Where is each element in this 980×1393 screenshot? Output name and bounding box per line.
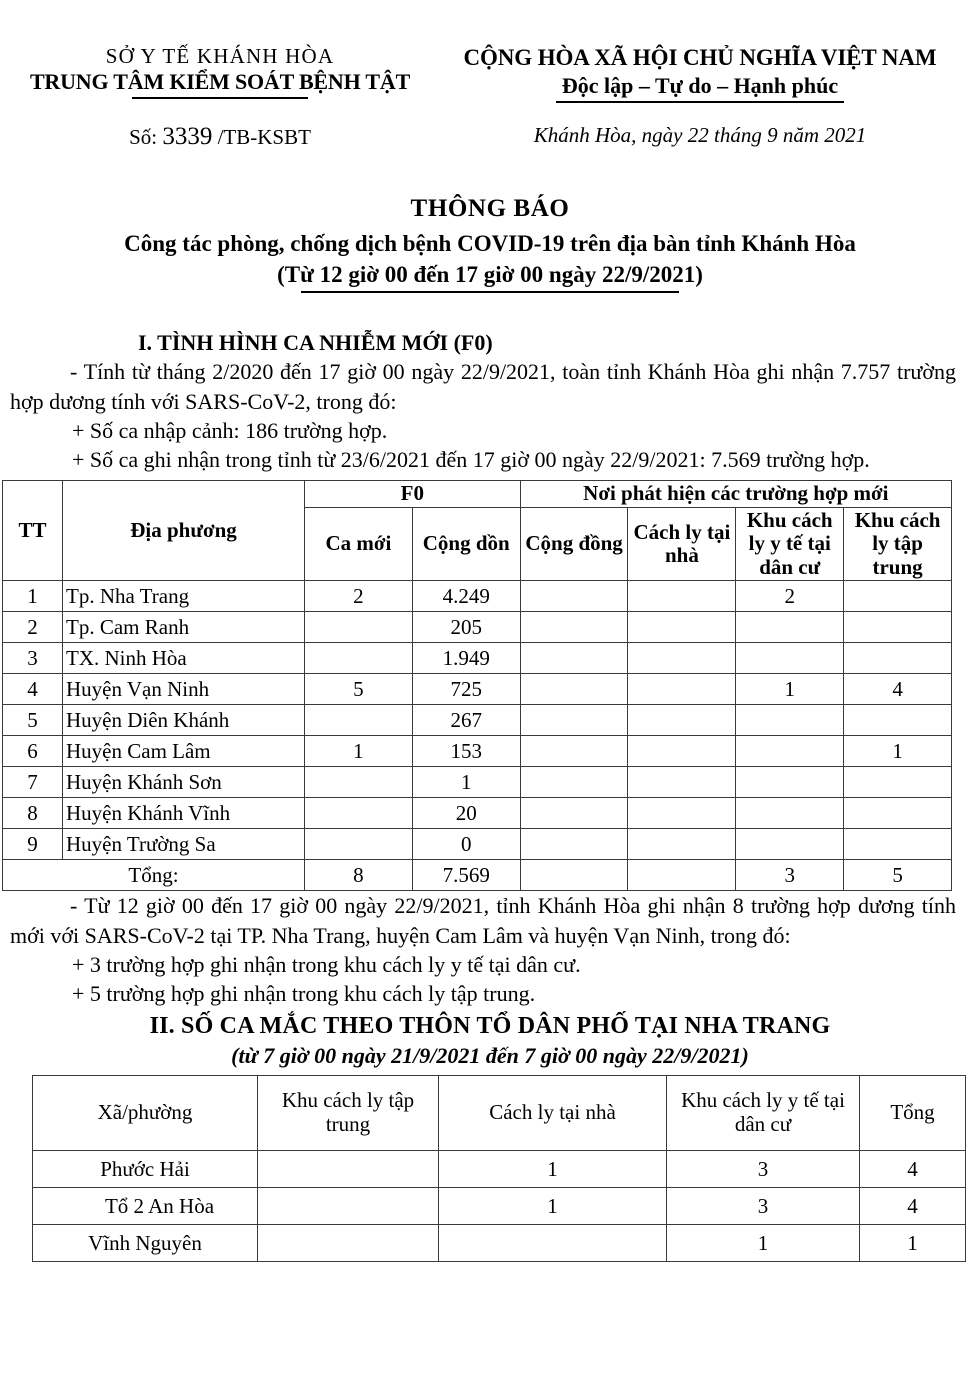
cell-concentrated xyxy=(844,767,952,798)
document-number xyxy=(0,123,440,151)
cell-total-new: 8 xyxy=(305,860,413,891)
cell-total-home xyxy=(628,860,736,891)
cell-concentrated xyxy=(258,1151,439,1188)
cell-community xyxy=(520,674,628,705)
cell-residential: 2 xyxy=(736,581,844,612)
table-2-body xyxy=(33,1151,966,1262)
table-header-row-top xyxy=(3,481,952,508)
document-header xyxy=(0,0,980,103)
cell-concentrated: 1 xyxy=(844,736,952,767)
table-row xyxy=(33,1151,966,1188)
header-right-underline xyxy=(556,101,844,103)
cell-tt: 2 xyxy=(3,612,63,643)
cell-concentrated xyxy=(844,612,952,643)
th-concentrated-quarantine: Khu cách ly tập trung xyxy=(844,507,952,581)
cell-concentrated: 4 xyxy=(844,674,952,705)
cell-community xyxy=(520,643,628,674)
cell-tt: 7 xyxy=(3,767,63,798)
cell-residential xyxy=(736,798,844,829)
cell-community xyxy=(520,581,628,612)
cell-home xyxy=(628,767,736,798)
cell-home xyxy=(628,674,736,705)
cell-residential xyxy=(736,612,844,643)
cell-home xyxy=(628,829,736,860)
cell-home xyxy=(628,581,736,612)
header-left-underline xyxy=(132,97,308,99)
cell-total-label: Tổng: xyxy=(3,860,305,891)
cell-tt: 3 xyxy=(3,643,63,674)
cell-cumulative: 153 xyxy=(412,736,520,767)
cell-new xyxy=(305,798,413,829)
cell-tt: 9 xyxy=(3,829,63,860)
cell-new xyxy=(305,612,413,643)
section-1-paragraph-1: - Tính từ tháng 2/2020 đến 17 giờ 00 ngày 22/9/2021, toàn tỉnh Khánh Hòa ghi nhận 7.757 trường hợp dương tính với SARS-CoV-2, trong đó: xyxy=(10,359,956,414)
section-1-bullet-4: + 5 trường hợp ghi nhận trong khu cách ly tập trung. xyxy=(72,981,536,1007)
cell-new xyxy=(305,829,413,860)
cell-community xyxy=(520,736,628,767)
cell-total-community xyxy=(520,860,628,891)
cell-new: 1 xyxy=(305,736,413,767)
table-total-row xyxy=(3,860,952,891)
so-suffix: /TB-KSBT xyxy=(217,125,311,150)
cell-residential xyxy=(736,643,844,674)
th-community: Cộng đồng xyxy=(520,507,628,581)
cell-home xyxy=(628,736,736,767)
table-2-header-row xyxy=(33,1076,966,1151)
table-row xyxy=(3,643,952,674)
th-residential-medical-quarantine: Khu cách ly y tế tại dân cư xyxy=(736,507,844,581)
cell-community xyxy=(520,612,628,643)
th-new-cases: Ca mới xyxy=(305,507,413,581)
so-number: 3339 xyxy=(162,123,213,151)
cell-tt: 5 xyxy=(3,705,63,736)
document-subtitle: Công tác phòng, chống dịch bệnh COVID-19 trên địa bàn tỉnh Khánh Hòa xyxy=(124,230,856,256)
table-row xyxy=(3,829,952,860)
th-total: Tổng xyxy=(860,1076,966,1151)
cell-locality: Huyện Cam Lâm xyxy=(63,736,305,767)
section-1-bullet-2: + Số ca ghi nhận trong tỉnh từ 23/6/2021 đến 17 giờ 00 ngày 22/9/2021: 7.569 trường hợp. xyxy=(72,447,870,473)
cell-residential xyxy=(736,705,844,736)
table-1-wrapper xyxy=(0,480,980,891)
cell-locality: Huyện Trường Sa xyxy=(63,829,305,860)
table-row xyxy=(3,705,952,736)
cell-concentrated xyxy=(844,581,952,612)
cell-tt: 8 xyxy=(3,798,63,829)
table-row xyxy=(3,674,952,705)
cell-locality: TX. Ninh Hòa xyxy=(63,643,305,674)
cell-new: 5 xyxy=(305,674,413,705)
cell-cumulative: 1 xyxy=(412,767,520,798)
cell-total: 4 xyxy=(860,1151,966,1188)
cell-locality: Huyện Khánh Vĩnh xyxy=(63,798,305,829)
th-tt: TT xyxy=(3,481,63,581)
cell-residential xyxy=(736,767,844,798)
table-row xyxy=(3,767,952,798)
cell-home xyxy=(628,612,736,643)
cell-locality: Huyện Vạn Ninh xyxy=(63,674,305,705)
cell-tt: 4 xyxy=(3,674,63,705)
cell-total: 4 xyxy=(860,1188,966,1225)
title-block xyxy=(0,193,980,290)
cell-cumulative: 267 xyxy=(412,705,520,736)
cell-cumulative: 20 xyxy=(412,798,520,829)
section-1-bullet-1: + Số ca nhập cảnh: 186 trường hợp. xyxy=(72,417,388,443)
header-right-block xyxy=(440,44,960,103)
cell-cumulative: 0 xyxy=(412,829,520,860)
cell-cumulative: 1.949 xyxy=(412,643,520,674)
th-home-quarantine: Cách ly tại nhà xyxy=(439,1076,667,1151)
cell-concentrated xyxy=(844,798,952,829)
department-name: SỞ Y TẾ KHÁNH HÒA xyxy=(105,44,335,68)
cell-concentrated xyxy=(258,1188,439,1225)
th-group-detection-place: Nơi phát hiện các trường hợp mới xyxy=(520,481,951,508)
header-left-block xyxy=(0,44,440,103)
table-2-wrapper xyxy=(0,1075,980,1262)
cell-community xyxy=(520,705,628,736)
cell-concentrated xyxy=(844,643,952,674)
cell-locality: Huyện Diên Khánh xyxy=(63,705,305,736)
cell-home: 1 xyxy=(439,1151,667,1188)
cell-residential: 3 xyxy=(667,1151,860,1188)
cell-new: 2 xyxy=(305,581,413,612)
cell-concentrated xyxy=(844,705,952,736)
th-group-f0: F0 xyxy=(305,481,521,508)
cell-total: 1 xyxy=(860,1225,966,1262)
national-title: CỘNG HÒA XÃ HỘI CHỦ NGHĨA VIỆT NAM xyxy=(463,45,937,70)
cell-community xyxy=(520,829,628,860)
cell-total-concentrated: 5 xyxy=(844,860,952,891)
cell-home xyxy=(628,798,736,829)
cell-cumulative: 205 xyxy=(412,612,520,643)
cell-new xyxy=(305,767,413,798)
cell-locality: Huyện Khánh Sơn xyxy=(63,767,305,798)
cell-new xyxy=(305,643,413,674)
cell-tt: 1 xyxy=(3,581,63,612)
cell-community xyxy=(520,767,628,798)
cell-ward: Vĩnh Nguyên xyxy=(33,1225,258,1262)
ward-cases-table xyxy=(32,1075,966,1262)
table-row xyxy=(3,736,952,767)
section-1-heading: I. TÌNH HÌNH CA NHIỄM MỚI (F0) xyxy=(138,329,493,355)
cell-new xyxy=(305,705,413,736)
cell-cumulative: 725 xyxy=(412,674,520,705)
th-home-quarantine: Cách ly tại nhà xyxy=(628,507,736,581)
cell-residential xyxy=(736,829,844,860)
cell-home xyxy=(628,643,736,674)
cell-total-cumulative: 7.569 xyxy=(412,860,520,891)
cell-residential: 1 xyxy=(667,1225,860,1262)
section-1-bullet-3: + 3 trường hợp ghi nhận trong khu cách ly y tế tại dân cư. xyxy=(72,951,581,977)
national-motto: Độc lập – Tự do – Hạnh phúc xyxy=(561,72,839,98)
so-label: Số: xyxy=(129,125,158,150)
section-2-heading: II. SỐ CA MẮC THEO THÔN TỔ DÂN PHỐ TẠI NHA TRANG xyxy=(149,1013,831,1040)
cell-concentrated xyxy=(258,1225,439,1262)
cell-locality: Tp. Nha Trang xyxy=(63,581,305,612)
document-period: (Từ 12 giờ 00 đến 17 giờ 00 ngày 22/9/2021) xyxy=(277,259,703,290)
th-locality: Địa phương xyxy=(63,481,305,581)
cell-residential: 3 xyxy=(667,1188,860,1225)
section-2-subheading: (từ 7 giờ 00 ngày 21/9/2021 đến 7 giờ 00 ngày 22/9/2021) xyxy=(231,1042,749,1068)
table-row xyxy=(33,1225,966,1262)
table-row xyxy=(33,1188,966,1225)
center-name: TRUNG TÂM KIỂM SOÁT BỆNH TẬT xyxy=(29,68,411,94)
cell-tt: 6 xyxy=(3,736,63,767)
document-number-row xyxy=(0,123,980,151)
th-cumulative: Cộng dồn xyxy=(412,507,520,581)
cell-home xyxy=(439,1225,667,1262)
table-row xyxy=(3,798,952,829)
cell-home xyxy=(628,705,736,736)
covid-locality-table xyxy=(2,480,952,891)
table-row xyxy=(3,612,952,643)
document-type-title: THÔNG BÁO xyxy=(410,195,570,223)
cell-home: 1 xyxy=(439,1188,667,1225)
place-and-date: Khánh Hòa, ngày 22 tháng 9 năm 2021 xyxy=(533,123,867,148)
cell-ward: Tổ 2 An Hòa xyxy=(33,1188,258,1225)
table-row xyxy=(3,581,952,612)
cell-total-residential: 3 xyxy=(736,860,844,891)
section-1-paragraph-after-table: - Từ 12 giờ 00 đến 17 giờ 00 ngày 22/9/2021, tỉnh Khánh Hòa ghi nhận 8 trường hợp dương tính mới với SARS-CoV-2 tại TP. Nha Trang, huyện Cam Lâm và huyện Vạn Ninh, trong đó: xyxy=(10,893,956,948)
th-ward: Xã/phường xyxy=(33,1076,258,1151)
cell-concentrated xyxy=(844,829,952,860)
th-concentrated-quarantine: Khu cách ly tập trung xyxy=(258,1076,439,1151)
cell-ward: Phước Hải xyxy=(33,1151,258,1188)
th-residential-medical-quarantine: Khu cách ly y tế tại dân cư xyxy=(667,1076,860,1151)
cell-residential: 1 xyxy=(736,674,844,705)
cell-locality: Tp. Cam Ranh xyxy=(63,612,305,643)
cell-community xyxy=(520,798,628,829)
table-1-body xyxy=(3,581,952,891)
cell-residential xyxy=(736,736,844,767)
cell-cumulative: 4.249 xyxy=(412,581,520,612)
